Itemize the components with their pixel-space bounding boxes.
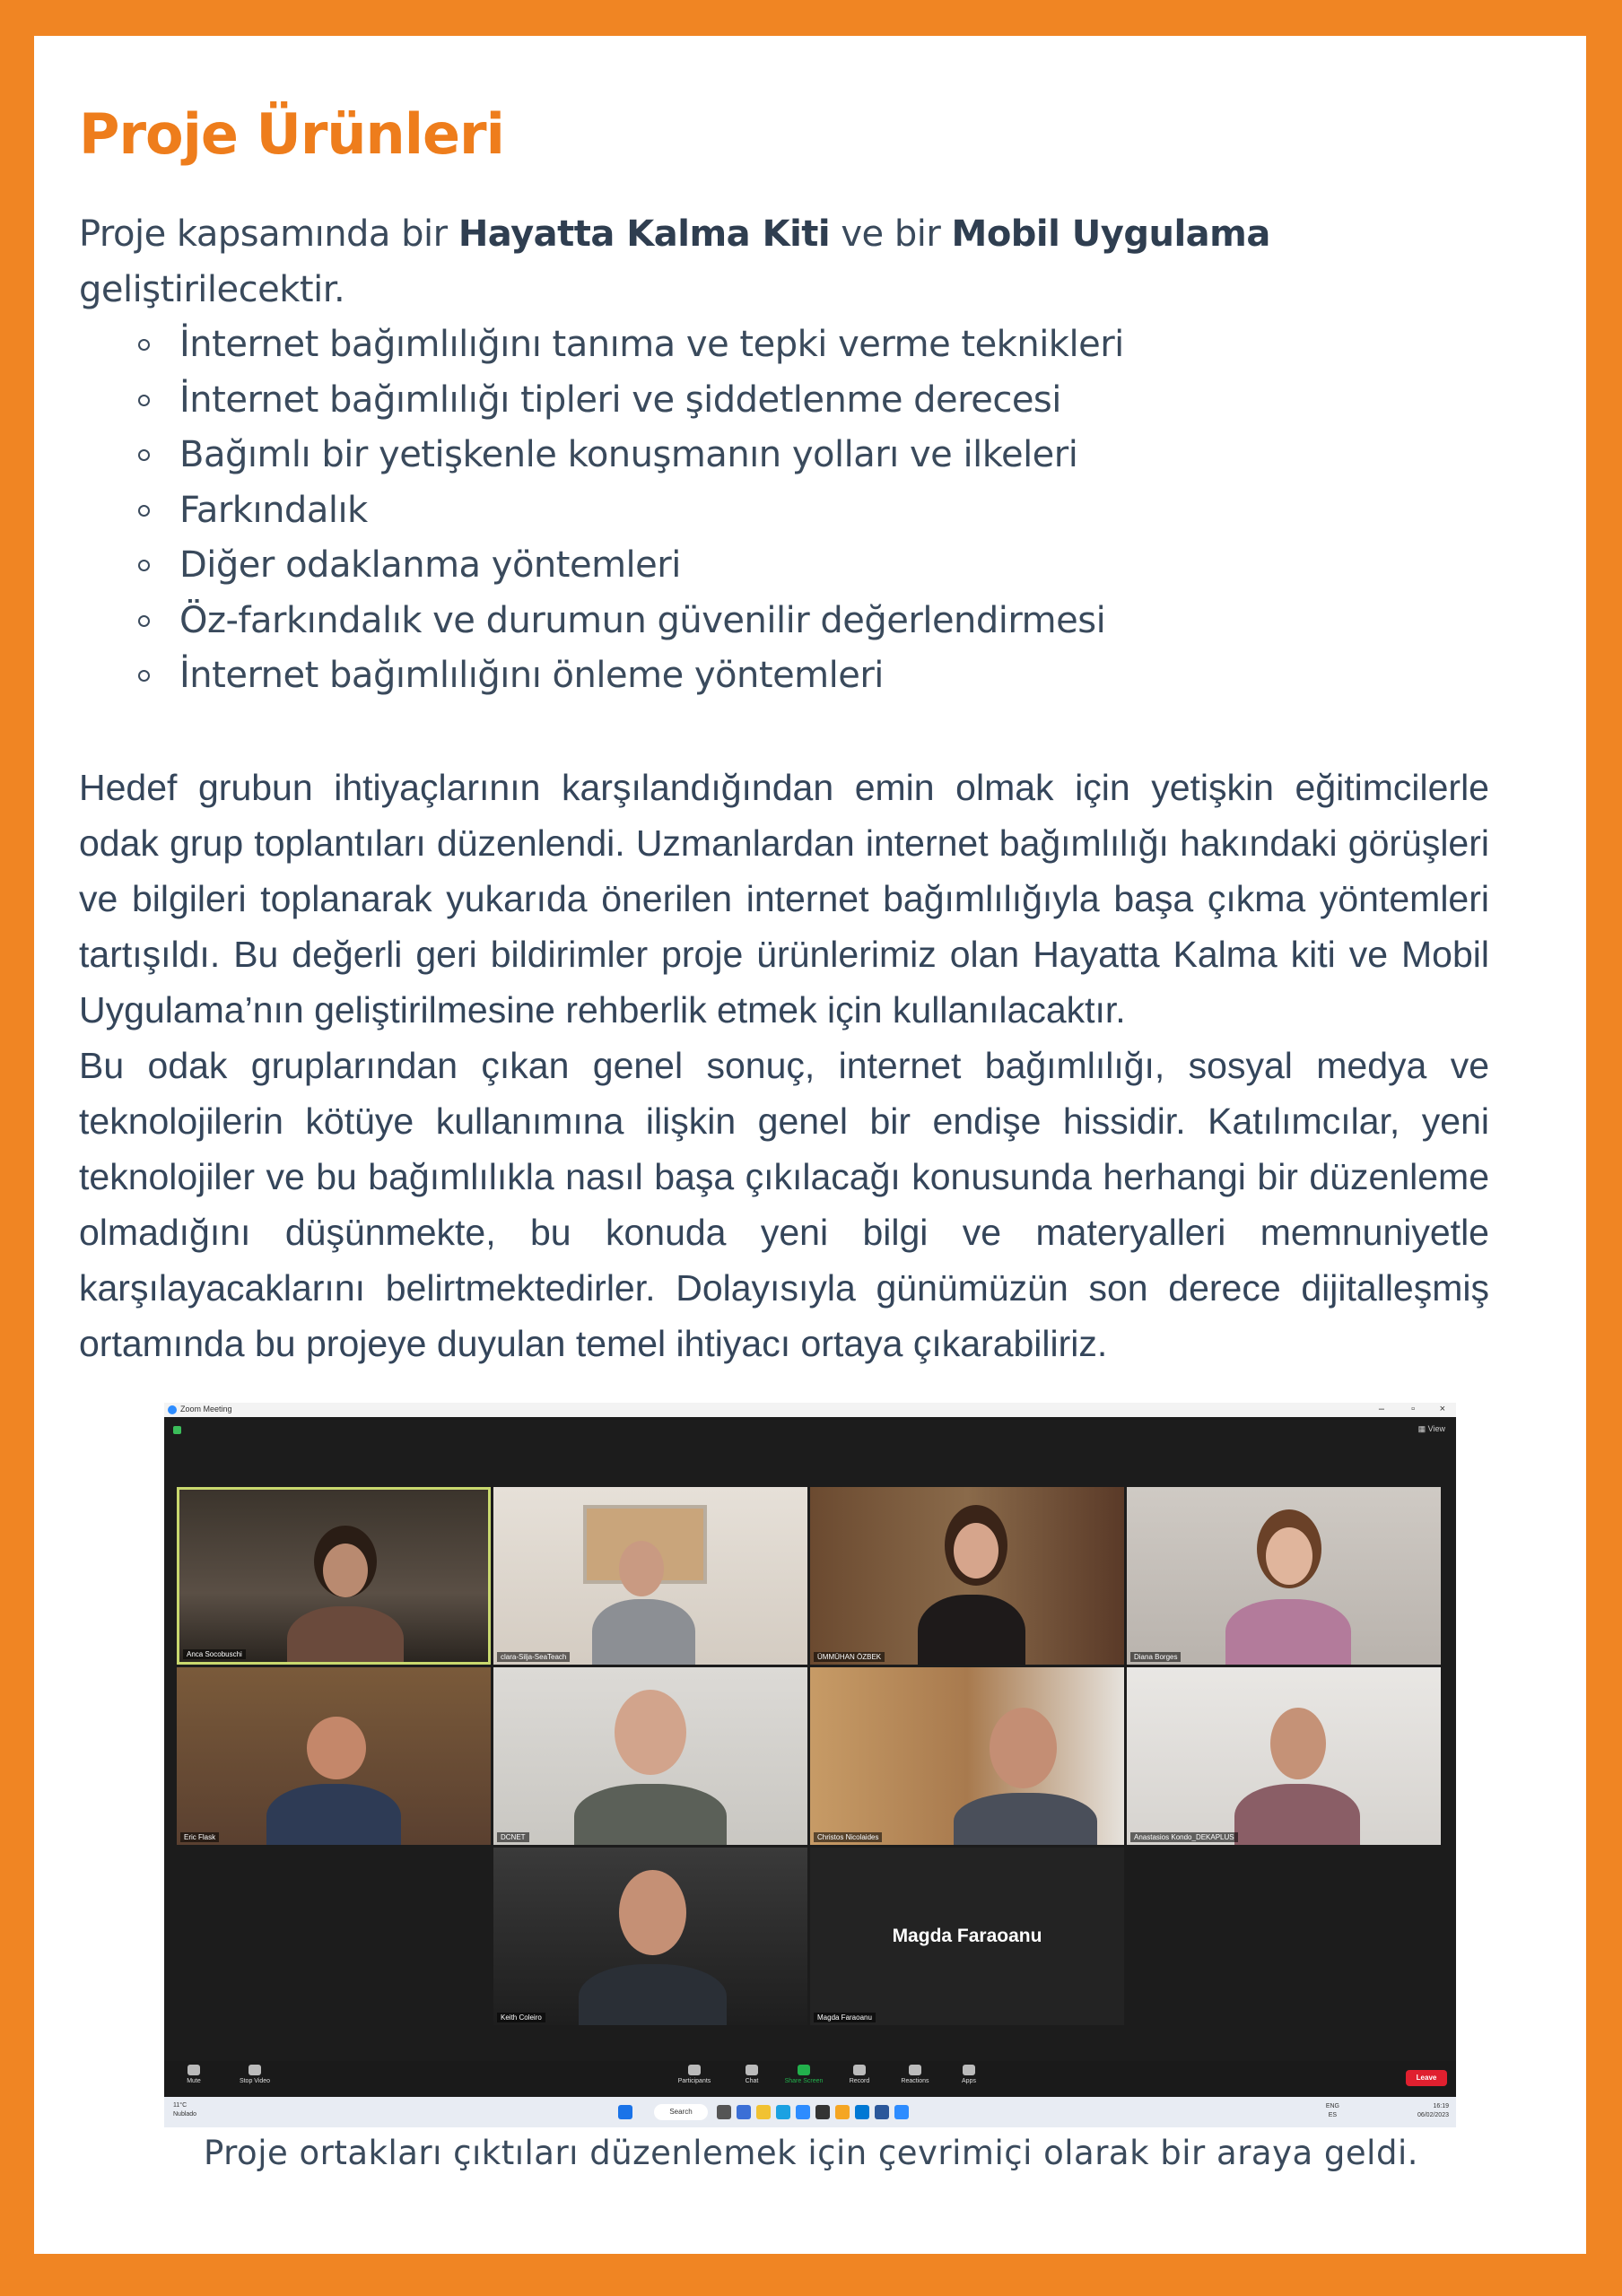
- microphone-icon: [187, 2065, 200, 2075]
- list-item: Farkındalık: [179, 483, 1489, 539]
- zoom-logo-icon: [168, 1405, 177, 1414]
- minimize-icon[interactable]: –: [1378, 1404, 1384, 1414]
- reactions-button[interactable]: Reactions: [893, 2065, 937, 2084]
- edge-icon[interactable]: [776, 2105, 790, 2119]
- paragraph-focus-groups: Hedef grubun ihtiyaçlarının karşılandığından emin olmak için yetişkin eğitimcilerle odak grup toplantıları düzenlendi. Uzmanlardan internet bağımlılığı hakındaki görüşleri ve bilgileri toplanarak yukarıda önerilen internet bağımlılığıyla başa çıkma yöntemleri tartışıldı. Bu değerli geri bildirimler proje ürünlerimiz olan Hayatta Kalma kiti ve Mobil Uygulama’nın geliştirilmesine rehberlik etmek için kullanılacaktır.: [79, 766, 1489, 1031]
- video-tile[interactable]: [493, 1487, 807, 1665]
- video-tile[interactable]: [810, 1487, 1124, 1665]
- participant-name: Keith Coleiro: [497, 2013, 545, 2022]
- video-tile[interactable]: [177, 1667, 491, 1845]
- circle-bullet-icon: [138, 560, 150, 571]
- intro-bold-app: Mobil Uygulama: [951, 213, 1270, 255]
- participants-icon: [688, 2065, 701, 2075]
- video-tile[interactable]: [810, 1848, 1124, 2025]
- list-item: Diğer odaklanma yöntemleri: [179, 538, 1489, 594]
- participant-name: Anastasios Kondo_DEKAPLUS: [1130, 1832, 1238, 1842]
- list-item: İnternet bağımlılığını önleme yöntemleri: [179, 648, 1489, 704]
- intro-middle: ve bir: [830, 213, 952, 255]
- zoom-app-icon[interactable]: [796, 2105, 810, 2119]
- video-tile[interactable]: [177, 1487, 491, 1665]
- language-indicator[interactable]: ENG ES: [1325, 2103, 1339, 2118]
- apps-button[interactable]: Apps: [946, 2065, 991, 2084]
- circle-bullet-icon: [138, 670, 150, 682]
- intro-prefix: Proje kapsamında bir: [79, 213, 458, 255]
- zoom-meeting-taskbar-icon[interactable]: [894, 2105, 909, 2119]
- file-explorer-icon[interactable]: [756, 2105, 771, 2119]
- zoom-toolbar: [164, 2061, 1456, 2097]
- zoom-titlebar: [164, 1403, 1456, 1417]
- outlook-icon[interactable]: [855, 2105, 869, 2119]
- participant-big-name: Magda Faraoanu: [892, 1926, 1042, 1946]
- intro-text: [79, 206, 1489, 317]
- reactions-icon: [909, 2065, 921, 2075]
- share-screen-icon: [798, 2065, 810, 2075]
- zoom-meeting-screenshot: [164, 1403, 1456, 2127]
- circle-bullet-icon: [138, 449, 150, 461]
- list-item: Bağımlı bir yetişkenle konuşmanın yolları ve ilkeleri: [179, 428, 1489, 483]
- topic-list: [79, 317, 1489, 704]
- mute-button[interactable]: Mute: [171, 2065, 216, 2084]
- camera-icon: [249, 2065, 261, 2075]
- clock[interactable]: 16:19 06/02/2023: [1417, 2103, 1449, 2118]
- teams-icon[interactable]: [737, 2105, 751, 2119]
- record-icon: [853, 2065, 866, 2075]
- chat-button[interactable]: Chat: [729, 2065, 774, 2084]
- participant-name: Eric Flask: [180, 1832, 219, 1842]
- close-icon[interactable]: ×: [1439, 1404, 1445, 1414]
- participant-name: DCNET: [497, 1832, 529, 1842]
- maximize-icon[interactable]: ▫: [1411, 1404, 1415, 1414]
- paragraph-conclusion: Bu odak gruplarından çıkan genel sonuç, internet bağımlılığı, sosyal medya ve teknolojilerin kötüye kullanımına ilişkin genel bir endişe hissidir. Katılımcılar, yeni teknolojiler ve bu bağımlılıkla nasıl başa çıkılacağı konusunda herhangi bir düzenleme olmadığını düşünmekte, bu konuda yeni bilgi ve materyalleri memnuniyetle karşılayacaklarını belirtmektedirler. Dolayısıyla günümüzün son derece dijitalleşmiş ortamında bu projeye duyulan temel ihtiyacı ortaya çıkarabiliriz.: [79, 1044, 1489, 1364]
- circle-bullet-icon: [138, 395, 150, 406]
- task-view-icon[interactable]: [717, 2105, 731, 2119]
- intro-suffix: geliştirilecektir.: [79, 269, 345, 310]
- record-button[interactable]: Record: [837, 2065, 882, 2084]
- participant-name: Diana Borges: [1130, 1652, 1181, 1662]
- stop-video-button[interactable]: Stop Video: [232, 2065, 277, 2084]
- word-icon[interactable]: [875, 2105, 889, 2119]
- participant-name: Christos Nicolaides: [814, 1832, 882, 1842]
- video-tile[interactable]: [493, 1848, 807, 2025]
- video-tile[interactable]: [1127, 1487, 1441, 1665]
- video-tile[interactable]: [493, 1667, 807, 1845]
- main-content: [79, 99, 1489, 1371]
- windows-taskbar: [164, 2097, 1456, 2127]
- video-tile[interactable]: [1127, 1667, 1441, 1845]
- video-tile[interactable]: [810, 1667, 1124, 1845]
- app-icon[interactable]: [815, 2105, 830, 2119]
- circle-bullet-icon: [138, 339, 150, 351]
- participant-name: clara-Silja-SeaTeach: [497, 1652, 570, 1662]
- participant-name: Anca Socobuschi: [183, 1649, 246, 1659]
- circle-bullet-icon: [138, 505, 150, 517]
- leave-button[interactable]: Leave: [1406, 2070, 1447, 2086]
- chat-icon: [746, 2065, 758, 2075]
- participants-button[interactable]: Participants: [672, 2065, 717, 2084]
- intro-bold-kit: Hayatta Kalma Kiti: [458, 213, 831, 255]
- weather-widget[interactable]: 11°C Nublado: [173, 2102, 197, 2118]
- participant-name: Magda Faraoanu: [814, 2013, 876, 2022]
- list-item: İnternet bağımlılığı tipleri ve şiddetlenme derecesi: [179, 373, 1489, 429]
- participant-name: ÜMMÜHAN ÖZBEK: [814, 1652, 885, 1662]
- share-screen-button[interactable]: Share Screen: [781, 2065, 826, 2084]
- shield-icon: [173, 1426, 181, 1434]
- zoom-window-title: Zoom Meeting: [180, 1405, 232, 1413]
- list-item: Öz-farkındalık ve durumun güvenilir değerlendirmesi: [179, 594, 1489, 649]
- circle-bullet-icon: [138, 615, 150, 627]
- view-button[interactable]: ▦ View: [1417, 1424, 1445, 1433]
- chrome-icon[interactable]: [835, 2105, 850, 2119]
- apps-icon: [963, 2065, 975, 2075]
- windows-start-icon[interactable]: [618, 2105, 632, 2119]
- list-item: İnternet bağımlılığını tanıma ve tepki verme teknikleri: [179, 317, 1489, 373]
- image-caption: Proje ortakları çıktıları düzenlemek için çevrimiçi olarak bir araya geldi.: [204, 2134, 1418, 2172]
- page-title: Proje Ürünleri: [79, 101, 504, 167]
- taskbar-search[interactable]: Search: [654, 2104, 708, 2120]
